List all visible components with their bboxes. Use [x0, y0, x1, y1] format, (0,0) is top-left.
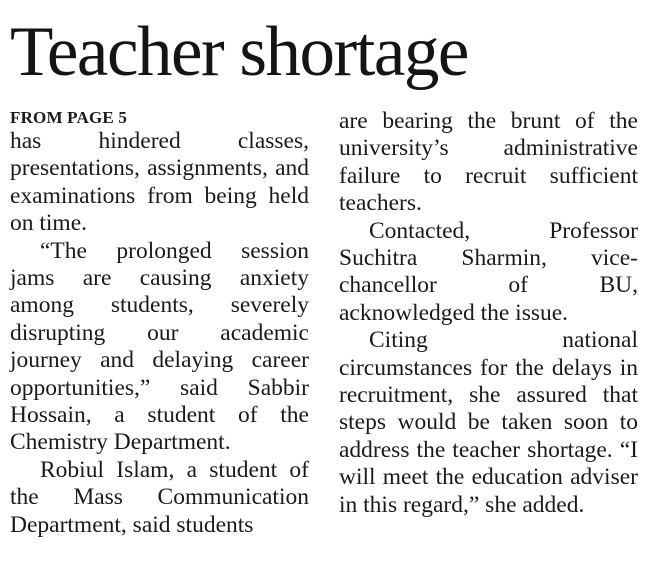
article-column-right	[339, 108, 638, 519]
paragraph-recruitment: Citing national circumstances for the delays in recruitment, she assured that steps would be taken soon to address the teacher shortage. “I will meet the education adviser in this regard,” she added.	[339, 327, 638, 518]
paragraph-continued: has hindered classes, presentations, assignments, and examinations from being held on time.	[10, 128, 309, 237]
headline: Teacher shortage	[10, 13, 468, 91]
paragraph-continuation: are bearing the brunt of the university’s administrative failure to recruit sufficient teachers.	[339, 108, 638, 217]
continuation-kicker: FROM PAGE 5	[10, 108, 128, 127]
paragraph-quote-sabbir: “The prolonged session jams are causing anxiety among students, severely disrupting our academic journey and delaying career opportunities,” said Sabbir Hossain, a student of the Chemistry Department.	[10, 237, 309, 456]
paragraph-vice-chancellor: Contacted, Professor Suchitra Sharmin, vice-chancellor of BU, acknowledged the issue.	[339, 217, 638, 326]
paragraph-robiul: Robiul Islam, a student of the Mass Communication Department, said students	[10, 456, 309, 538]
article-column-left	[10, 108, 309, 539]
